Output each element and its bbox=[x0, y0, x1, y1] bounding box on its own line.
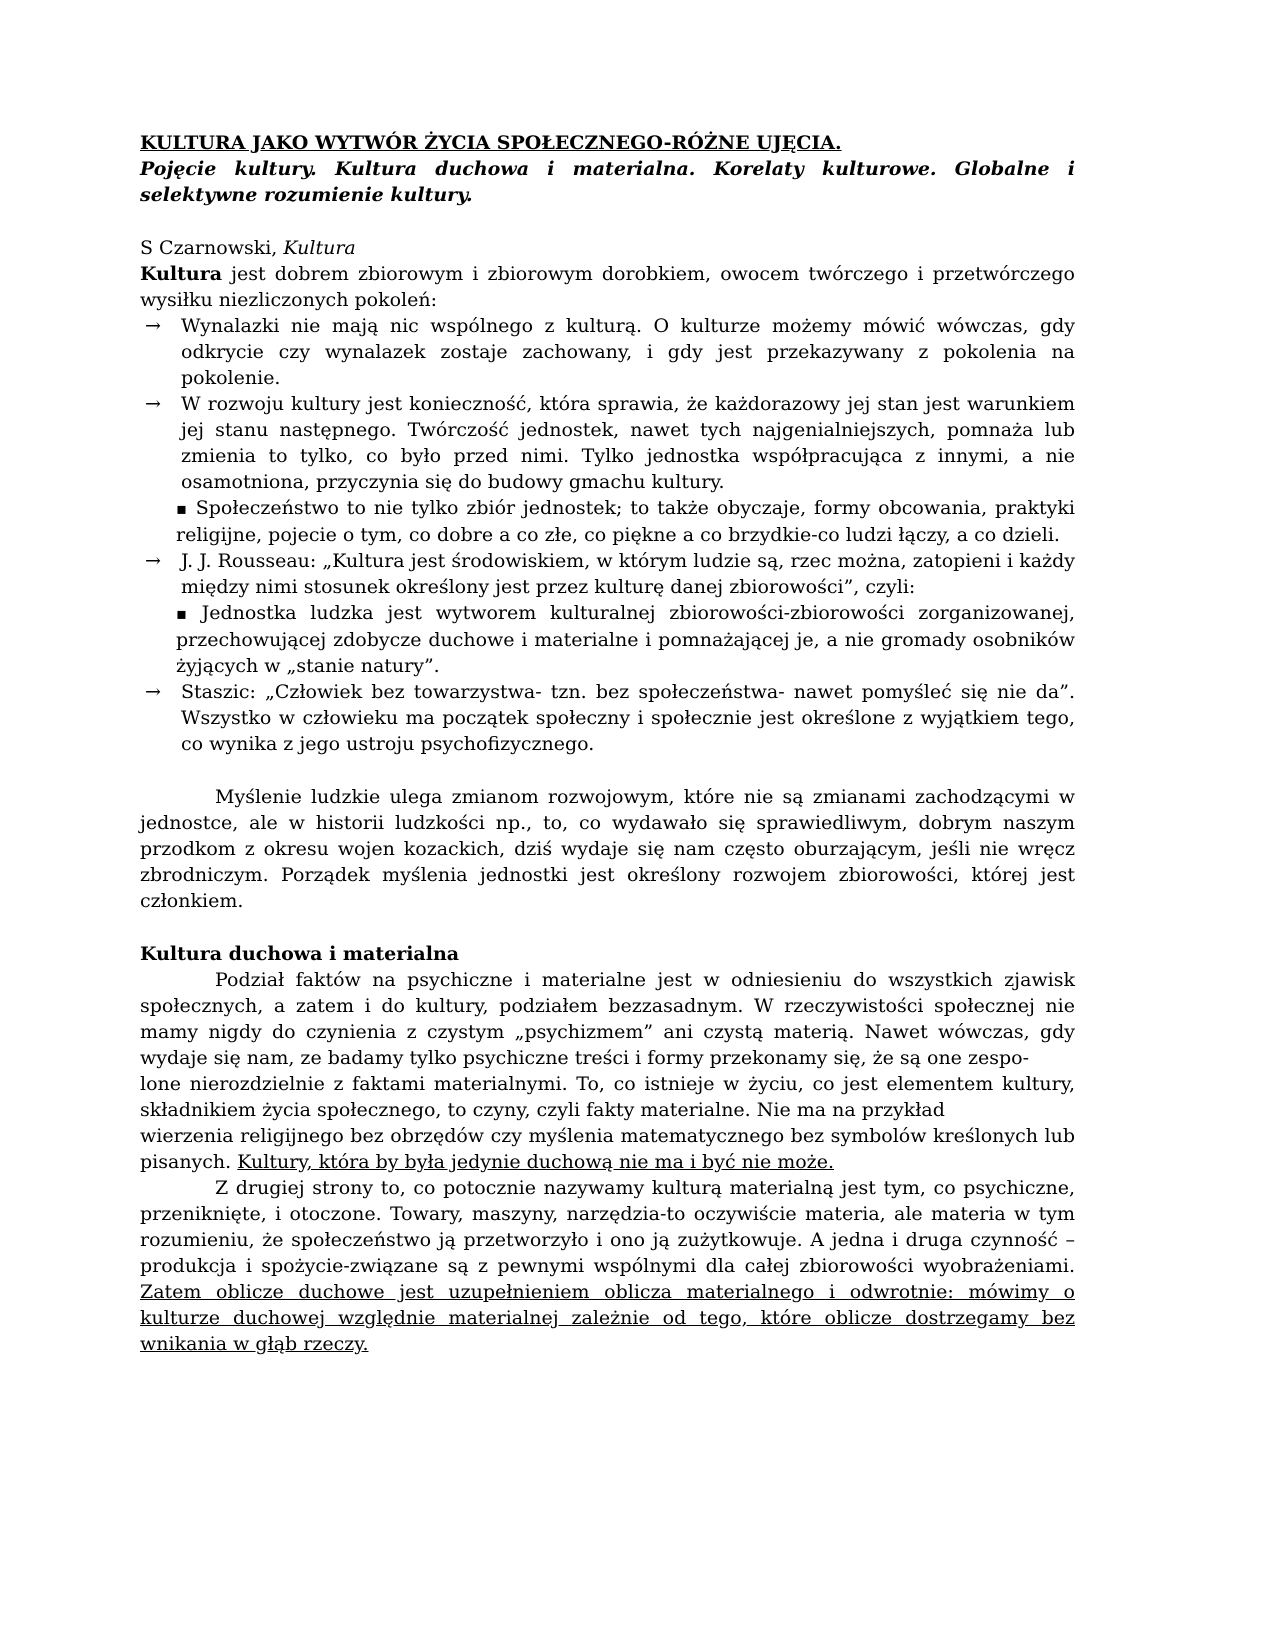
source-work-title: Kultura bbox=[283, 237, 356, 259]
list-item-rousseau bbox=[140, 548, 1075, 600]
source-line bbox=[140, 235, 1075, 261]
paragraph-zdrugiej-underlined: Zatem oblicze duchowe jest uzupełnieniem oblicza materialnego i odwrotnie: mówimy o kulturze duchowej względnie materialnej zależnie od tego, które oblicze dostrzegamy bez wnikania w głąb rzeczy. bbox=[140, 1281, 1075, 1355]
sub-list-item-text: Społeczeństwo to nie tylko zbiór jednostek; to także obyczaje, formy obcowania, praktyki religijne, pojecie o tym, co dobre a co złe, co piękne a co brzydkie-co ludzi łączy, a co dzieli. bbox=[176, 497, 1075, 546]
definition-text: jest dobrem zbiorowym i zbiorowym dorobkiem, owocem twórczego i przetwórczego wysiłku niezliczonych pokoleń: bbox=[140, 263, 1075, 311]
square-bullet-icon: ▪ bbox=[176, 604, 195, 623]
arrow-bullet-icon: → bbox=[145, 393, 161, 415]
paragraph-myslenie: Myślenie ludzkie ulega zmianom rozwojowym, które nie są zmianami zachodzącymi w jednostce, ale w historii ludzkości np., to, co wydawało się sprawiedliwym, dobrym naszym przodkom z okresu wojen kozackich, dziś wydaje się nam często oburzającym, jeśli nie wręcz zbrodniczym. Porządek myślenia jednostki jest określony rozwojem zbiorowości, której jest członkiem. bbox=[140, 786, 1075, 912]
list-item-text: W rozwoju kultury jest konieczność, która sprawia, że każdorazowy jej stan jest warunkiem jej stanu następnego. Twórczość jednostek, nawet tych najgenialniejszych, pomnaża lub zmienia to tylko, co było przed nimi. Tylko jednostka współpracująca z innymi, a nie osamotniona, przyczynia się do budowy gmachu kultury. bbox=[181, 393, 1075, 493]
square-bullet-icon: ▪ bbox=[176, 499, 189, 518]
paragraph-zdrugiej-text: Z drugiej strony to, co potocznie nazywamy kulturą materialną jest tym, co psychiczne, przeniknięte, i otoczone. Towary, maszyny, narzędzia-to oczywiście materia, ale materia w tym rozumieniu, że społeczeństwo ją przetworzyło i ono ją zużytkowuje. A jedna i druga czynność –produkcja i spożycie-związane są z pewnymi wspólnymi dla całej zbiorowości wyobrażeniami. bbox=[140, 1177, 1075, 1277]
arrow-bullet-icon: → bbox=[145, 681, 161, 703]
paragraph-podzial bbox=[140, 967, 1075, 1175]
sub-list-item-spoleczenstwo bbox=[176, 495, 1075, 548]
source-author: S Czarnowski, bbox=[140, 237, 284, 259]
definition-paragraph bbox=[140, 261, 1075, 313]
definition-term: Kultura bbox=[140, 263, 223, 285]
paragraph-podzial-part3: wierzenia religijnego bez obrzędów czy myślenia matematycznego bez symbolów kreślonych lub pisanych. bbox=[140, 1125, 1075, 1173]
sub-list-item-text: Jednostka ludzka jest wytworem kulturalnej zbiorowości-zbiorowości zorganizowanej, przechowującej zdobycze duchowe i materialne i pomnażającej je, a nie gromady osobników żyjących w „stanie natury”. bbox=[176, 602, 1075, 677]
paragraph-podzial-underlined: Kultury, która by była jedynie duchową nie ma i być nie może. bbox=[237, 1151, 834, 1173]
section-heading-kultura-duchowa: Kultura duchowa i materialna bbox=[140, 943, 460, 965]
document-title: KULTURA JAKO WYTWÓR ŻYCIA SPOŁECZNEGO-RÓŻNE UJĘCIA. bbox=[140, 132, 842, 154]
list-item-rozwoj-kultury bbox=[140, 391, 1075, 495]
paragraph-podzial-part1: Podział faktów na psychiczne i materialne jest w odniesieniu do wszystkich zjawisk społecznych, a zatem i do kultury, podziałem bezzasadnym. W rzeczywistości społecznej nie mamy nigdy do czynienia z czystym „psychizmem” ani czystą materią. Nawet wówczas, gdy wydaje się nam, ze badamy tylko psychiczne treści i formy przekonamy się, że są one zespo- bbox=[140, 969, 1075, 1069]
list-item-wynalazki bbox=[140, 313, 1075, 391]
list-item-text: J. J. Rousseau: „Kultura jest środowiskiem, w którym ludzie są, rzec można, zatopieni i każdy między nimi stosunek określony jest przez kulturę danej zbiorowości”, czyli: bbox=[181, 550, 1075, 598]
list-item-text: Wynalazki nie mają nic wspólnego z kulturą. O kulturze możemy mówić wówczas, gdy odkrycie czy wynalazek zostaje zachowany, i gdy jest przekazywany z pokolenia na pokolenie. bbox=[181, 315, 1075, 389]
arrow-bullet-icon: → bbox=[145, 550, 161, 572]
list-item-staszic bbox=[140, 679, 1075, 757]
sub-list-item-jednostka-ludzka bbox=[176, 600, 1075, 679]
arrow-bullet-icon: → bbox=[145, 315, 161, 337]
document-subtitle: Pojęcie kultury. Kultura duchowa i materialna. Korelaty kulturowe. Globalne i selektywne rozumienie kultury. bbox=[140, 158, 1075, 206]
paragraph-z-drugiej-strony bbox=[140, 1175, 1075, 1357]
list-item-text: Staszic: „Człowiek bez towarzystwa- tzn. bez społeczeństwa- nawet pomyśleć się nie da”. Wszystko w człowieku ma początek społeczny i społecznie jest określone z wyjątkiem tego, co wynika z jego ustroju psychofizycznego. bbox=[181, 681, 1075, 755]
paragraph-podzial-part2: lone nierozdzielnie z faktami materialnymi. To, co istnieje w życiu, co jest elementem kultury, składnikiem życia społecznego, to czyny, czyli fakty materialne. Nie ma na przykład bbox=[140, 1073, 1075, 1121]
